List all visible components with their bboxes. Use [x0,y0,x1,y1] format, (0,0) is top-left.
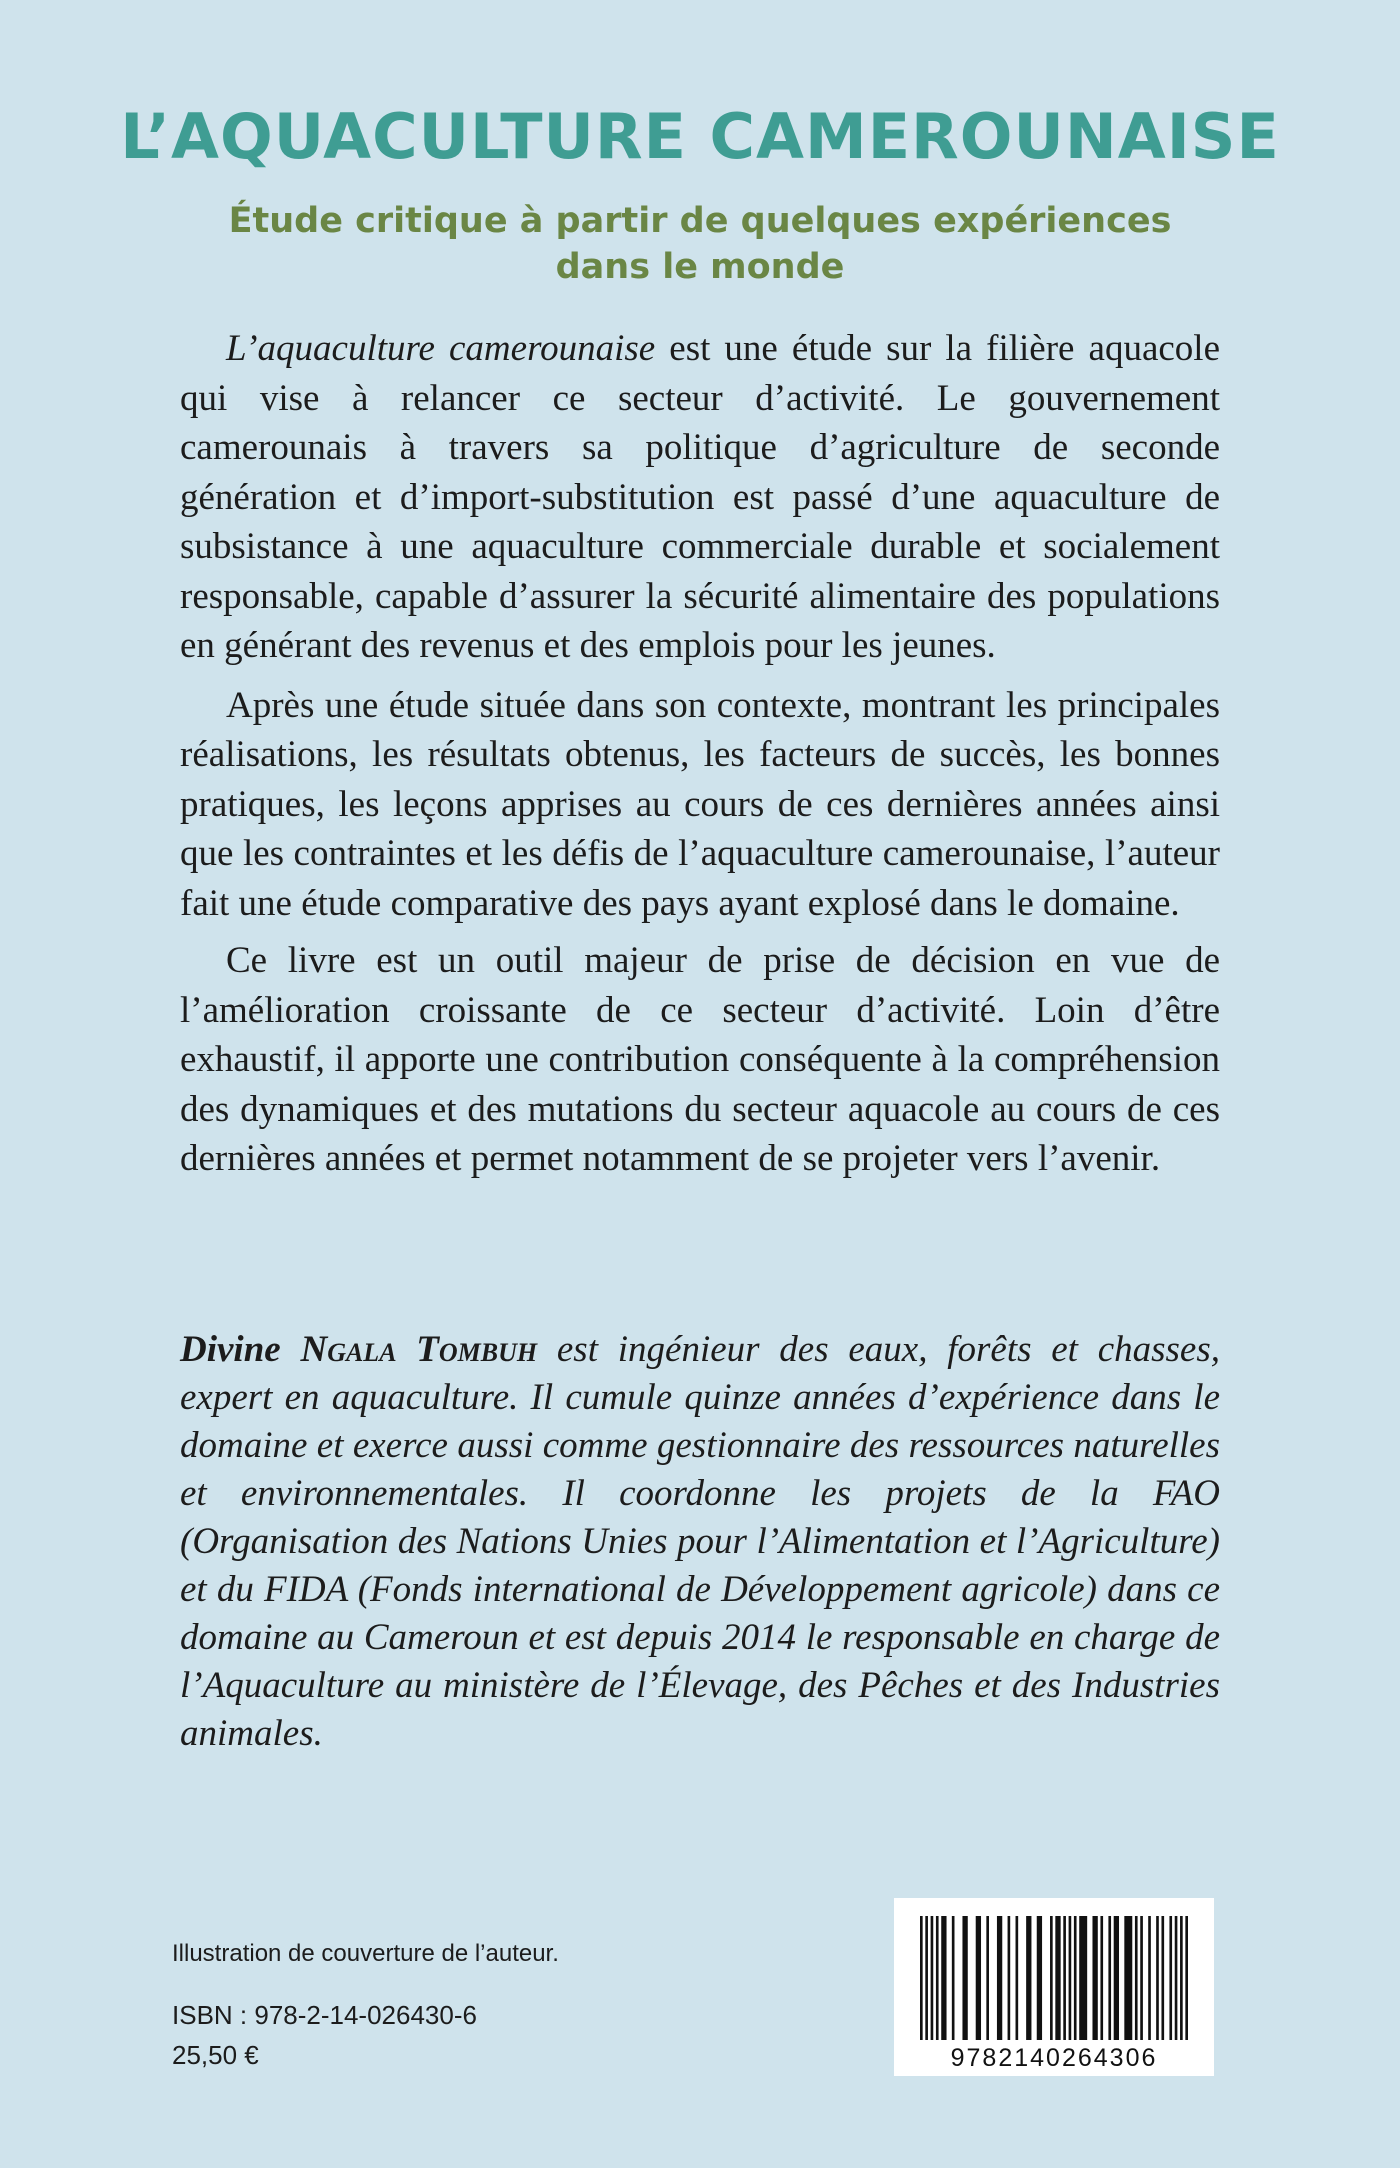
barcode-bar [1135,1916,1138,2040]
barcode-bar [1100,1916,1103,2040]
summary-book-title-italic: L’aquaculture camerounaise [226,328,656,369]
barcode-bars [920,1916,1188,2046]
barcode-bar [976,1916,981,2040]
barcode-bar [1140,1916,1143,2040]
barcode-bar [962,1916,967,2040]
barcode-bar [936,1916,939,2040]
barcode-digits: 9782140264306 [950,2044,1158,2072]
author-first-name: Divine [180,1329,281,1370]
barcode-bar [925,1916,928,2040]
barcode-bar [1180,1916,1183,2040]
barcode [894,1898,1214,2076]
barcode-bar [1124,1916,1132,2040]
summary-paragraph-3: Ce livre est un outil majeur de prise de décision en vue de l’amélioration croissante de ce secteur d’activité. Loin d’être exhaustif, il apporte une contribution conséquente à la compréhension des dynamiques et des mutations du secteur aquacole au cours de ces dernières années et permet notamment de se projeter vers l’avenir. [180,940,1220,1179]
author-last-name: Ngala Tombuh [300,1329,538,1370]
barcode-bar [920,1916,923,2040]
summary-paragraph-1 [180,324,1220,671]
barcode-bar [952,1916,955,2040]
barcode-bar [997,1916,1002,2040]
summary-paragraph-2: Après une étude située dans son contexte, montrant les principales réalisations, les résultats obtenus, les facteurs de succès, les bonnes pratiques, les leçons apprises au cours de ces dernières années ainsi que les contraintes et les défis de l’aquaculture camerounaise, l’auteur fait une étude comparative des pays ayant explosé dans le domaine. [180,684,1220,924]
barcode-bar [1069,1916,1072,2040]
barcode-bar [1079,1916,1087,2040]
barcode-bar [1169,1916,1172,2040]
barcode-bar [1092,1916,1097,2040]
barcode-bar [1074,1916,1077,2040]
barcode-bar [1185,1916,1188,2040]
barcode-bar [986,1916,989,2040]
barcode-bar [1008,1916,1011,2040]
author-bio-text: est ingénieur des eaux, forêts et chasses, expert en aquaculture. Il cumule quinze années d’expérience dans le domaine et exerce aussi comme gestionnaire des ressources naturelles et environnementales. Il coordonne les projets de la FAO (Organisation des Nations Unies pour l’Alimentation et l’Agriculture) et du FIDA (Fonds international de Développement agricole) dans ce domaine au Cameroun et est depuis 2014 le responsable en charge de l’Aquaculture au ministère de l’Élevage, des Pêches et des Industries animales. [180,1329,1221,1754]
author-name [180,1329,537,1370]
barcode-bar [1175,1916,1178,2040]
book-subtitle [0,198,1400,290]
subtitle-line-1: Étude critique à partir de quelques expériences [228,201,1172,241]
barcode-bar [941,1916,946,2040]
author-bio [180,1326,1220,1758]
barcode-bar [1148,1916,1151,2040]
barcode-bar [1026,1916,1031,2040]
book-title: L’AQUACULTURE CAMEROUNAISE [120,100,1280,173]
barcode-bar [1156,1916,1159,2040]
summary-paragraph-1-text: est une étude sur la filière aquacole qui vise à relancer ce secteur d’activité. Le gouvernement camerounais à travers sa politique d’agriculture de seconde génération et d’import-substitution est passé d’une aquaculture de subsistance à une aquaculture commerciale durable et socialement responsable, capable d’assurer la sécurité alimentaire des populations en générant des revenus et des emplois pour les jeunes. [180,328,1220,666]
cover-illustration-credit: Illustration de couverture de l’auteur. [172,1940,559,1967]
barcode-bar [1050,1916,1053,2040]
barcode-bar [1108,1916,1111,2040]
price: 25,50 € [172,2040,259,2070]
barcode-bar [1063,1916,1066,2040]
barcode-bar [1016,1916,1019,2040]
barcode-bar [1114,1916,1119,2040]
barcode-bar [1037,1916,1042,2040]
barcode-bar [931,1916,934,2040]
barcode-bar [1161,1916,1164,2040]
barcode-bar [1055,1916,1060,2040]
subtitle-line-2: dans le monde [555,247,845,287]
book-summary [180,324,1220,1192]
isbn: ISBN : 978-2-14-026430-6 [172,2000,477,2030]
